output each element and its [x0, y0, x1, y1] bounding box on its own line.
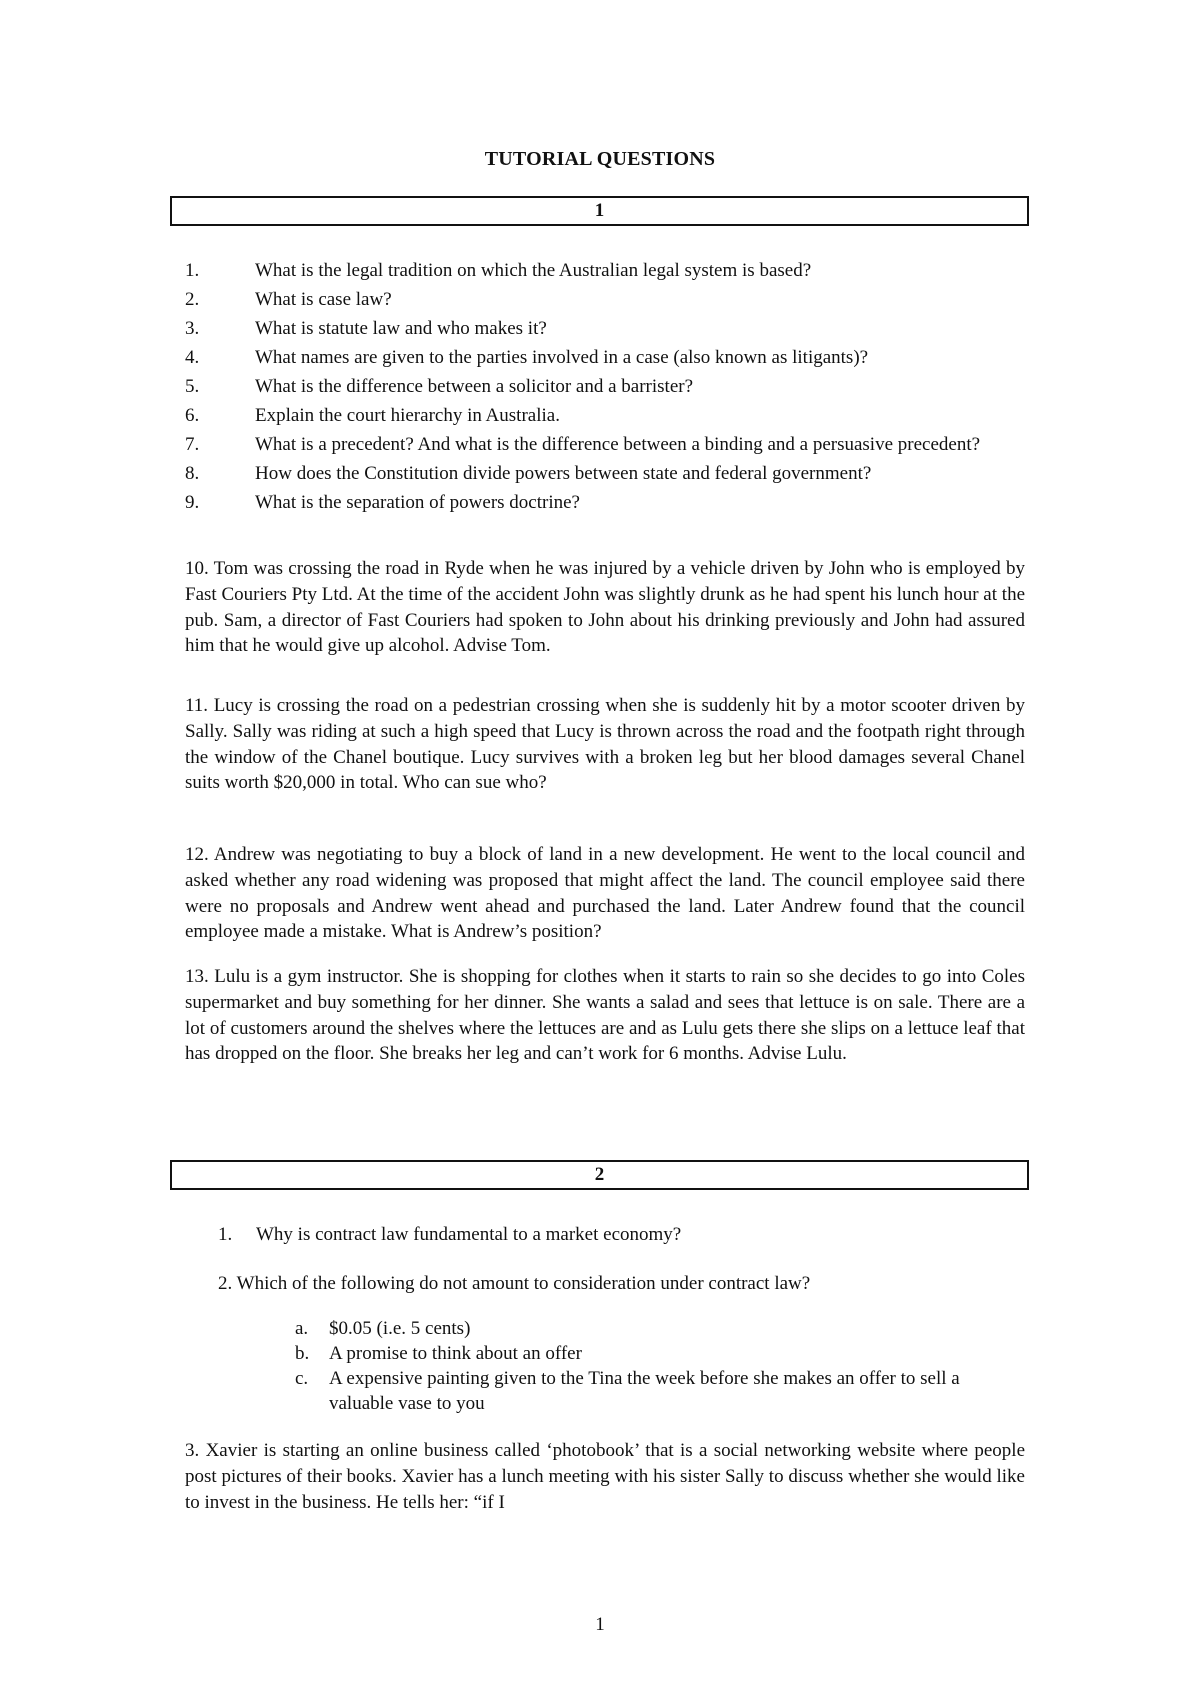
section-2-question-3: 3. Xavier is starting an online business called ‘photobook’ that is a social networking website where people post pictures of their books. Xavier has a lunch meeting with his sister Sally to discuss whether she would like to invest in the business. He tells her: “if I: [185, 1440, 1025, 1513]
section-header-2: 2: [170, 1160, 1029, 1190]
page-title: TUTORIAL QUESTIONS: [484, 148, 716, 170]
section-header-1: 1: [170, 196, 1029, 226]
question-text: What is the difference between a solicitor and a barrister?: [255, 376, 694, 397]
option-text: A expensive painting given to the Tina the week before she makes an offer to sell a valuable vase to you: [329, 1368, 960, 1414]
list-item: [185, 488, 1025, 517]
scenario-10: 10. Tom was crossing the road in Ryde when he was injured by a vehicle driven by John who is employed by Fast Couriers Pty Ltd. At the time of the accident John was slightly drunk as he had spent his lunch hour at the pub. Sam, a director of Fast Couriers had spoken to John about his drinking previously and John had assured him that he would give up alcohol. Advise Tom.: [185, 558, 1025, 657]
option-text: $0.05 (i.e. 5 cents): [329, 1318, 471, 1339]
question-number: 1.: [185, 260, 200, 281]
question-number: 8.: [185, 463, 200, 484]
scenario-12: 12. Andrew was negotiating to buy a block of land in a new development. He went to the local council and asked whether any road widening was proposed that might affect the land. The council employee said there were no proposals and Andrew went ahead and purchased the land. Later Andrew found that the council employee made a mistake. What is Andrew’s position?: [185, 844, 1025, 943]
question-number: 3.: [185, 318, 200, 339]
question-text: What names are given to the parties involved in a case (also known as litigants)?: [255, 347, 869, 368]
section-2-option-list: [295, 1316, 1025, 1416]
section-1-question-list: [185, 256, 1025, 517]
option-letter: c.: [295, 1368, 309, 1389]
list-item: [185, 314, 1025, 343]
section-2-question-2: 2. Which of the following do not amount to consideration under contract law?: [218, 1273, 811, 1294]
list-item: [185, 285, 1025, 314]
list-item: [185, 256, 1025, 285]
list-item: [295, 1366, 1025, 1416]
question-text: What is the separation of powers doctrine?: [255, 492, 580, 513]
list-item: [185, 401, 1025, 430]
question-text: Why is contract law fundamental to a market economy?: [256, 1224, 682, 1245]
page-number: 1: [595, 1614, 605, 1635]
question-text: What is the legal tradition on which the Australian legal system is based?: [255, 260, 812, 281]
question-text: What is statute law and who makes it?: [255, 318, 547, 339]
question-number: 7.: [185, 434, 200, 455]
question-number: 1.: [218, 1224, 233, 1245]
question-number: 5.: [185, 376, 200, 397]
list-item: [185, 372, 1025, 401]
question-text: What is a precedent? And what is the difference between a binding and a persuasive precedent?: [255, 434, 981, 455]
question-text: How does the Constitution divide powers between state and federal government?: [255, 463, 872, 484]
question-number: 6.: [185, 405, 200, 426]
option-letter: b.: [295, 1343, 310, 1364]
question-number: 2.: [185, 289, 200, 310]
scenario-11: 11. Lucy is crossing the road on a pedestrian crossing when she is suddenly hit by a motor scooter driven by Sally. Sally was riding at such a high speed that Lucy is thrown across the road and the footpath right through the window of the Chanel boutique. Lucy survives with a broken leg but her blood damages several Chanel suits worth $20,000 in total. Who can sue who?: [185, 695, 1025, 794]
question-text: Explain the court hierarchy in Australia.: [255, 405, 560, 426]
list-item: [185, 430, 1025, 459]
list-item: [185, 343, 1025, 372]
scenario-13: 13. Lulu is a gym instructor. She is shopping for clothes when it starts to rain so she decides to go into Coles supermarket and buy something for her dinner. She wants a salad and sees that lettuce is on sale. There are a lot of customers around the shelves where the lettuces are and as Lulu gets there she slips on a lettuce leaf that has dropped on the floor. She breaks her leg and can’t work for 6 months. Advise Lulu.: [185, 966, 1025, 1065]
list-item: [185, 459, 1025, 488]
question-number: 9.: [185, 492, 200, 513]
question-number: 4.: [185, 347, 200, 368]
question-text: What is case law?: [255, 289, 392, 310]
list-item: [295, 1341, 1025, 1366]
list-item: [295, 1316, 1025, 1341]
option-text: A promise to think about an offer: [329, 1343, 582, 1364]
section-2-question-1: [218, 1220, 1025, 1249]
option-letter: a.: [295, 1318, 309, 1339]
